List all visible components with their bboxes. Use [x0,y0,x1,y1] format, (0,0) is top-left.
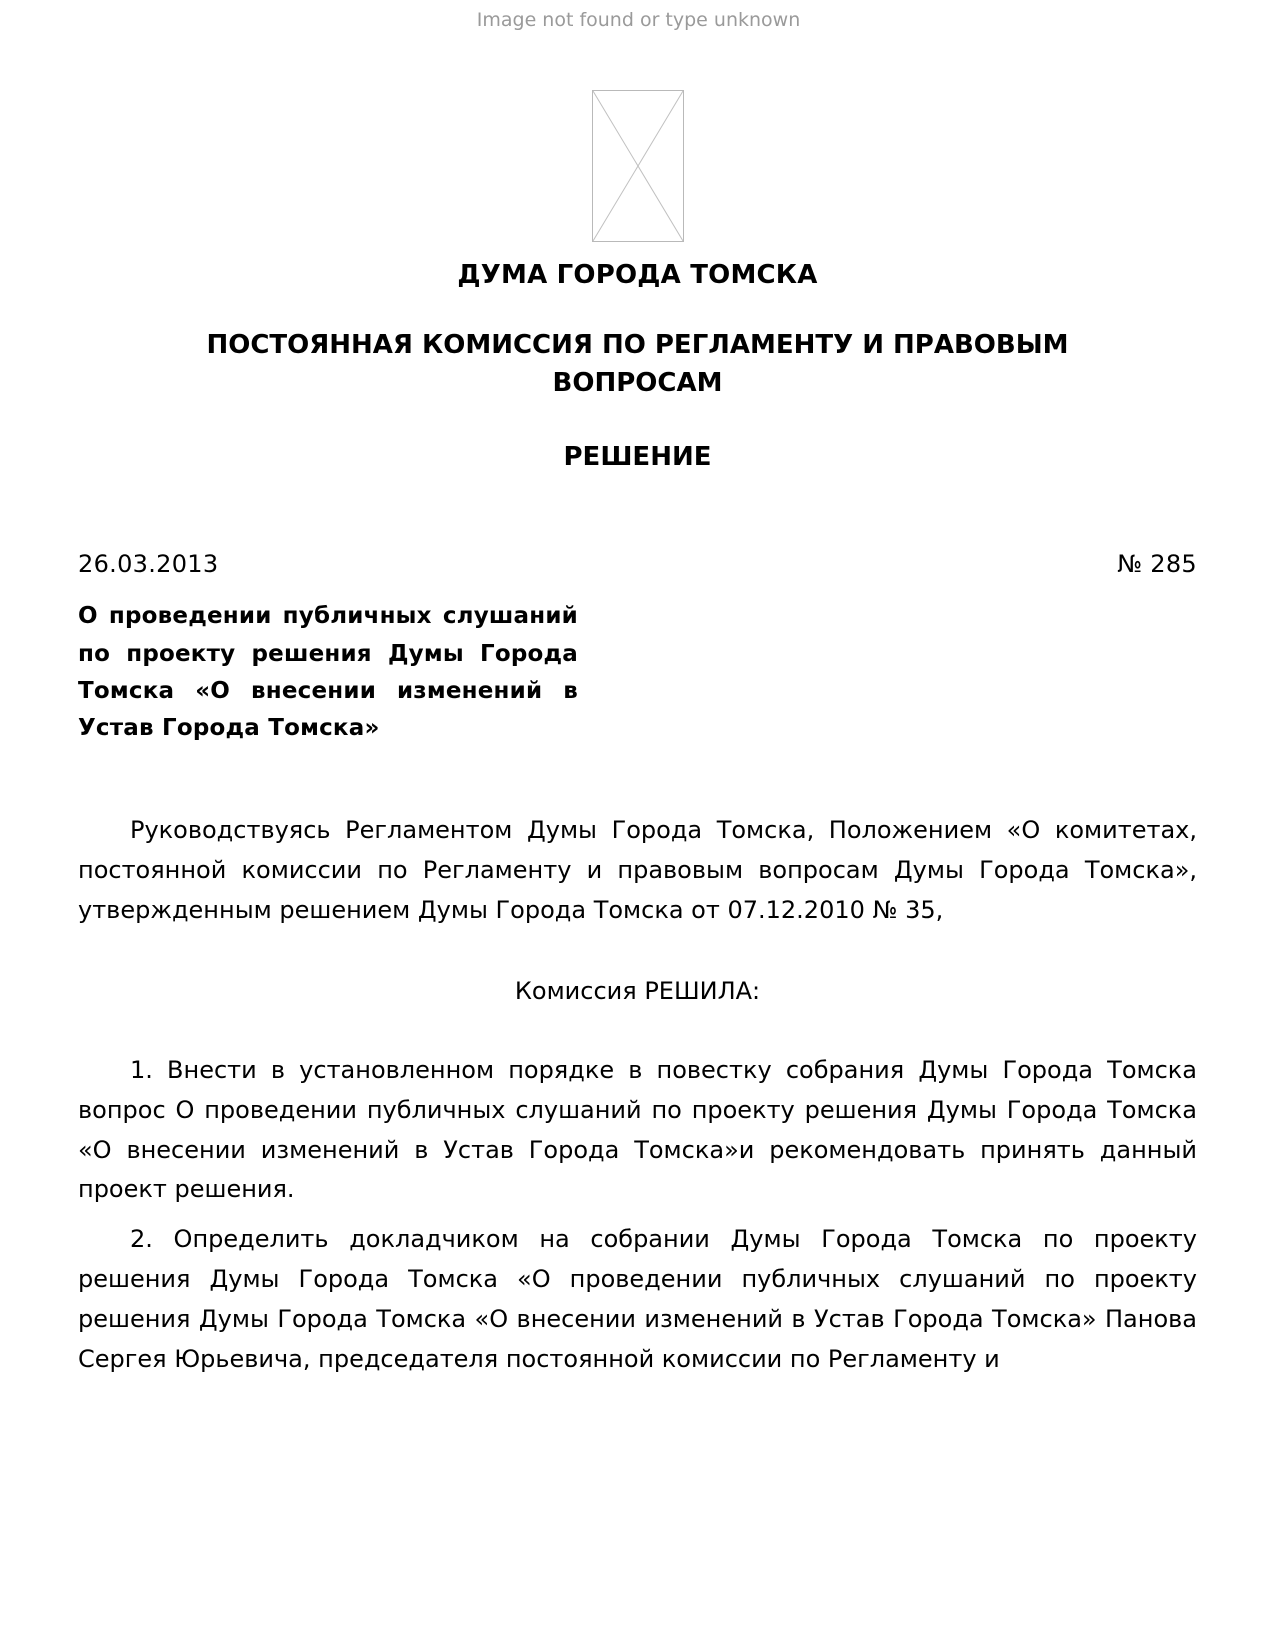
document-preamble: Руководствуясь Регламентом Думы Города Томска, Положением «О комитетах, постоянной комиссии по Регламенту и правовым вопросам Думы Города Томска», утвержденным решением Думы Города Томска от 07.12.2010 № 35, [78,816,1197,925]
document-meta-row [78,550,1197,578]
document-title: ДУМА ГОРОДА ТОМСКА [457,260,818,290]
broken-image-cross [593,91,683,241]
document-subject: О проведении публичных слушаний по проекту решения Думы Города Томска «О внесении изменений в Устав Города Томска» [78,603,578,742]
broken-image-container [78,0,1197,242]
broken-image-alt-text: Image not found or type unknown [476,9,801,31]
decision-line: Комиссия РЕШИЛА: [514,976,761,1005]
document-subtitle: ПОСТОЯННАЯ КОМИССИЯ ПО РЕГЛАМЕНТУ И ПРАВОВЫМ ВОПРОСАМ [206,330,1069,398]
document-item-2: 2. Определить докладчиком на собрании Думы Города Томска по проекту решения Думы Города Томска «О проведении публичных слушаний по проекту решения Думы Города Томска «О внесении изменений в Устав Города Томска» Панова Сергея Юрьевича, председателя постоянной комиссии по Регламенту и [78,1225,1197,1373]
document-item-1: 1. Внести в установленном порядке в повестку собрания Думы Города Томска вопрос О проведении публичных слушаний по проекту решения Думы Города Томска «О внесении изменений в Устав Города Томска»и рекомендовать принять данный проект решения. [78,1055,1197,1204]
document-kind: РЕШЕНИЕ [563,442,712,473]
document-date: 26.03.2013 [78,550,219,579]
broken-image-icon [476,9,801,242]
document-number: № 285 [1117,550,1197,579]
